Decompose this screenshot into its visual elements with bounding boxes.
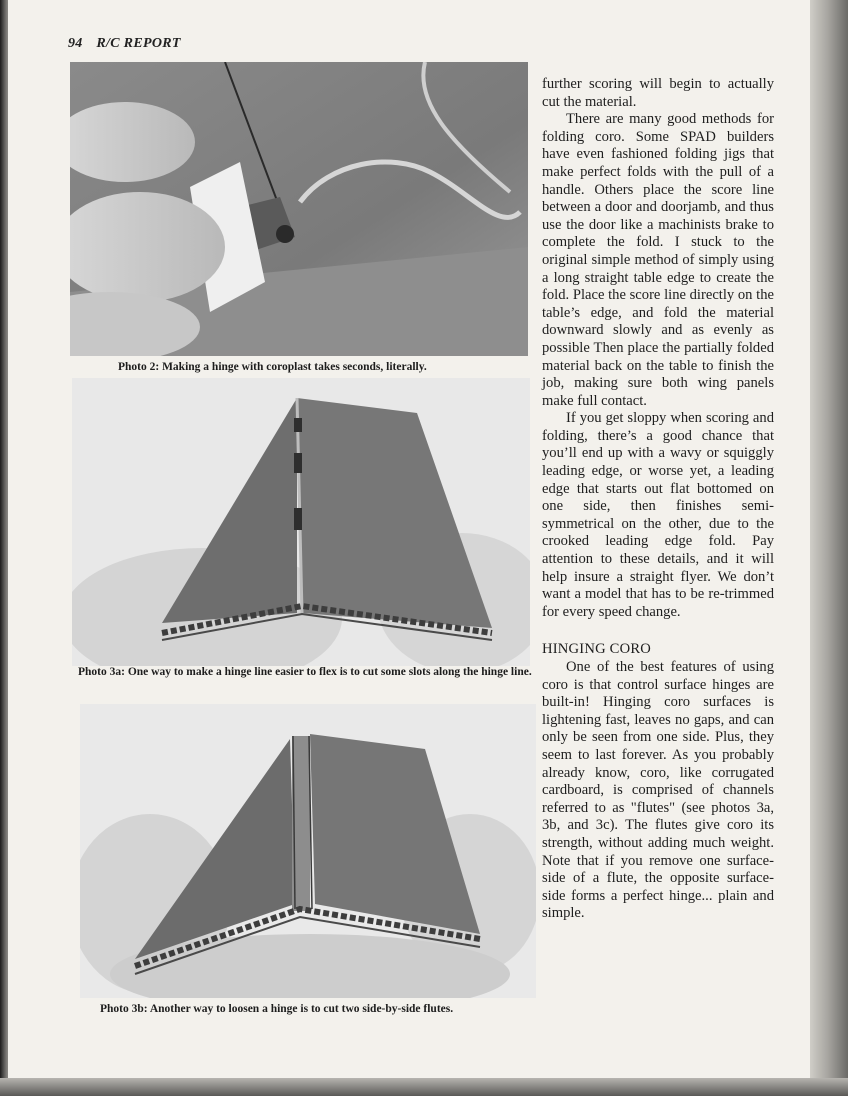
photo-2-scoring-knife	[70, 62, 528, 356]
photo-3b-double-flute-hinge	[80, 704, 536, 998]
paragraph-1: further scoring will begin to actually cut the material.	[542, 76, 774, 110]
publication-name: R/C REPORT	[96, 36, 181, 51]
section-heading-hinging-coro: HINGING CORO	[542, 641, 652, 658]
paragraph-4: One of the best features of using coro is that control surface hinges are built-in! Hinging coro surfaces is lightening fast, leaves no gaps, and can only be seen from one side. Plus, they seem to last forever. As you probably already know, coro, like corrugated cardboard, is comprised of channels referred to as "flutes" (see photos 3a, 3b, and 3c). The flutes give coro its strength, without adding much weight. Note that if you remove one surface-side of a flute, the opposite surface-side forms a perfect hinge... plain and simple.	[542, 659, 774, 922]
running-header	[68, 36, 181, 52]
paragraph-2: There are many good methods for folding coro. Some SPAD builders have even fashioned folding jigs that make perfect folds with the pull of a handle. Others place the score line between a door and doorjamb, and thus use the door like a machinists brake to complete the fold. I stuck to the original simple method of simply using a long straight table edge to create the fold. Place the score line directly on the table’s edge, and fold the material downward slowly and as evenly as possible Then place the partially folded material back on the table to finish the job, making sure both wing panels make full contact.	[542, 111, 774, 409]
photo-2-caption: Photo 2: Making a hinge with coroplast takes seconds, literally.	[118, 361, 427, 373]
photo-3a-slotted-hinge	[72, 378, 530, 666]
article-column	[542, 76, 774, 923]
page-number: 94	[68, 36, 83, 51]
page-edge-stack	[810, 0, 848, 1096]
photo-3a-caption: Photo 3a: One way to make a hinge line easier to flex is to cut some slots along the hinge line.	[78, 666, 532, 678]
page-bottom-edge	[0, 1078, 848, 1096]
photo-3b-caption: Photo 3b: Another way to loosen a hinge is to cut two side-by-side flutes.	[100, 1003, 454, 1015]
paragraph-3: If you get sloppy when scoring and folding, there’s a good chance that you’ll end up with a wavy or squiggly leading edge, or worse yet, a leading edge that starts out flat bottomed on one side, then finishes semi-symmetrical on the other, due to the crooked leading edge fold. Pay attention to these details, and it will help insure a straight flyer. We don’t want a model that has to be re-trimmed for every speed change.	[542, 410, 774, 620]
